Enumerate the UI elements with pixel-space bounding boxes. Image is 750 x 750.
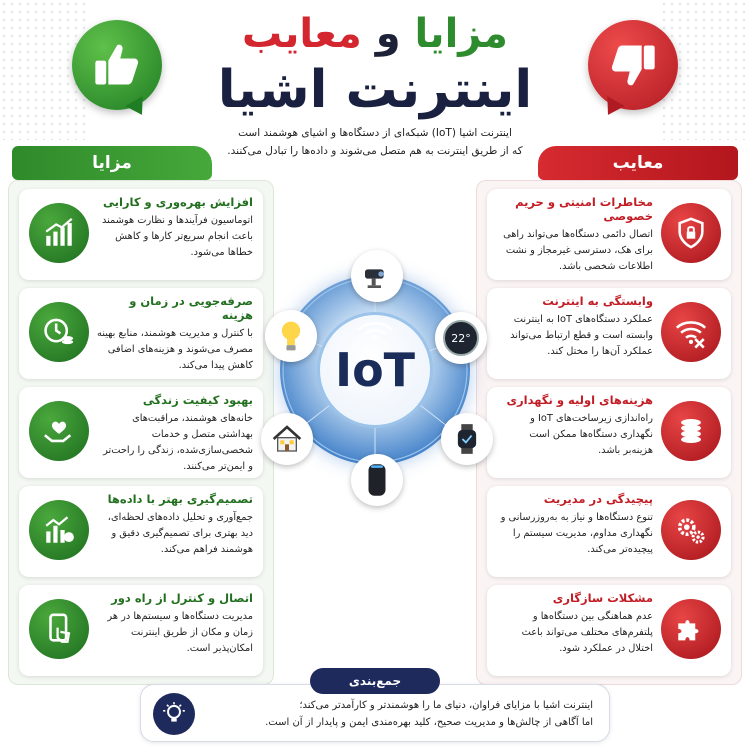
title-subtitle: اینترنت اشیا	[217, 60, 533, 120]
cons-card-title: هزینه‌های اولیه و نگهداری	[506, 393, 653, 407]
title-and-word: و	[375, 11, 401, 57]
cons-card	[487, 585, 731, 676]
summary-line-1: اینترنت اشیا با مزایای فراوان، دنیای ما را هوشمندتر و کارآمدتر می‌کند؛	[299, 700, 593, 711]
page-title	[170, 8, 580, 120]
thumbs-up-badge	[72, 20, 162, 110]
clock-coins-icon	[29, 302, 89, 362]
cons-card-text: عملکرد دستگاه‌های IoT به اینترنت وابسته است و قطع ارتباط می‌تواند عملکرد آن‌ها را مختل کند.	[510, 314, 653, 357]
security-camera-icon	[351, 250, 403, 302]
thermostat-icon	[435, 312, 487, 364]
pros-card-title: صرفه‌جویی در زمان و هزینه	[129, 294, 253, 322]
summary-line-2: اما آگاهی از چالش‌ها و مدیریت صحیح، کلید بهره‌مندی ایمن و پایدار از آن است.	[265, 717, 593, 728]
light-bulb-icon	[265, 310, 317, 362]
pros-card	[19, 486, 263, 577]
intro-line-1: اینترنت اشیا (IoT) شبکه‌ای از دستگاه‌ها و اشیای هوشمند است	[238, 127, 512, 139]
pros-card-text: اتوماسیون فرآیندها و نظارت هوشمند باعث انجام سریع‌تر کارها و کاهش خطاها می‌شود.	[101, 215, 253, 258]
thumbs-down-badge	[588, 20, 678, 110]
smart-speaker-icon	[351, 454, 403, 506]
iot-label: IoT	[334, 343, 416, 397]
cons-heading: معایب	[538, 146, 738, 180]
smartwatch-icon	[441, 413, 493, 465]
pros-card-title: تصمیم‌گیری بهتر با داده‌ها	[107, 492, 253, 506]
title-pros-word: مزایا	[414, 11, 508, 57]
puzzle-icon	[661, 599, 721, 659]
cons-card-text: راه‌اندازی زیرساخت‌های IoT و نگهداری دستگاه‌ها ممکن است هزینه‌بر باشد.	[529, 413, 653, 456]
bar-chart-growth-icon	[29, 203, 89, 263]
cons-card-title: وابستگی به اینترنت	[542, 294, 653, 308]
shield-lock-icon	[661, 203, 721, 263]
pros-card-title: بهبود کیفیت زندگی	[142, 393, 253, 407]
cons-card	[487, 288, 731, 379]
cons-card-title: پیچیدگی در مدیریت	[543, 492, 653, 506]
cons-card-title: مخاطرات امنیتی و حریم خصوصی	[515, 195, 653, 223]
summary-tag: جمع‌بندی	[310, 668, 440, 694]
cons-card	[487, 387, 731, 478]
title-cons-word: معایب	[242, 11, 362, 57]
smart-home-icon	[261, 413, 313, 465]
gears-icon	[661, 500, 721, 560]
cons-card-text: تنوع دستگاه‌ها و نیاز به به‌روزرسانی و نگهداری مداوم، مدیریت سیستم را پیچیده‌تر می‌کند.	[500, 512, 653, 555]
smartphone-touch-icon	[29, 599, 89, 659]
cons-card	[487, 486, 731, 577]
pros-card-text: جمع‌آوری و تحلیل داده‌های لحظه‌ای، دید بهتری برای تصمیم‌گیری دقیق و هوشمند فراهم می‌کند.	[107, 512, 253, 555]
wifi-off-icon	[661, 302, 721, 362]
cons-card-text: عدم هماهنگی بین دستگاه‌ها و پلتفرم‌های مختلف می‌تواند باعث اختلال در عملکرد شود.	[521, 611, 653, 654]
pros-card-text: با کنترل و مدیریت هوشمند، منابع بهینه مصرف می‌شوند و هزینه‌های اضافی کاهش پیدا می‌کند.	[97, 328, 253, 371]
cons-card	[487, 189, 731, 280]
thermostat-reading: 22°	[443, 320, 479, 356]
pros-card	[19, 288, 263, 379]
pros-card	[19, 585, 263, 676]
lightbulb-idea-icon	[153, 693, 195, 735]
pros-card	[19, 189, 263, 280]
heart-hands-icon	[29, 401, 89, 461]
title-line-pros-cons	[170, 8, 580, 60]
cons-column	[476, 180, 742, 685]
iot-hub-illustration	[255, 250, 495, 490]
intro-text	[200, 124, 550, 160]
cons-card-title: مشکلات سازگاری	[552, 591, 653, 605]
coin-stack-icon	[661, 401, 721, 461]
intro-line-2: که از طریق اینترنت به هم متصل می‌شوند و داده‌ها را تبادل می‌کنند.	[227, 145, 523, 157]
pros-card-text: خانه‌های هوشمند، مراقبت‌های بهداشتی متصل و خدمات شخصی‌سازی‌شده، زندگی را راحت‌تر و ایمن‌تر می‌کنند.	[103, 413, 253, 472]
cons-card-text: اتصال دائمی دستگاه‌ها می‌تواند راهی برای هک، دسترسی غیرمجاز و نشت اطلاعات شخصی باشد.	[503, 229, 653, 272]
thumbs-up-icon	[91, 39, 143, 91]
thumbs-down-icon	[607, 39, 659, 91]
pros-heading: مزایا	[12, 146, 212, 180]
analytics-chart-icon	[29, 500, 89, 560]
wifi-signal-icon	[355, 318, 395, 340]
pros-card-text: مدیریت دستگاه‌ها و سیستم‌ها در هر زمان و مکان از طریق اینترنت امکان‌پذیر است.	[107, 611, 253, 654]
pros-column	[8, 180, 274, 685]
pros-card	[19, 387, 263, 478]
pros-card-title: افزایش بهره‌وری و کارایی	[103, 195, 253, 209]
pros-card-title: اتصال و کنترل از راه دور	[111, 591, 253, 605]
